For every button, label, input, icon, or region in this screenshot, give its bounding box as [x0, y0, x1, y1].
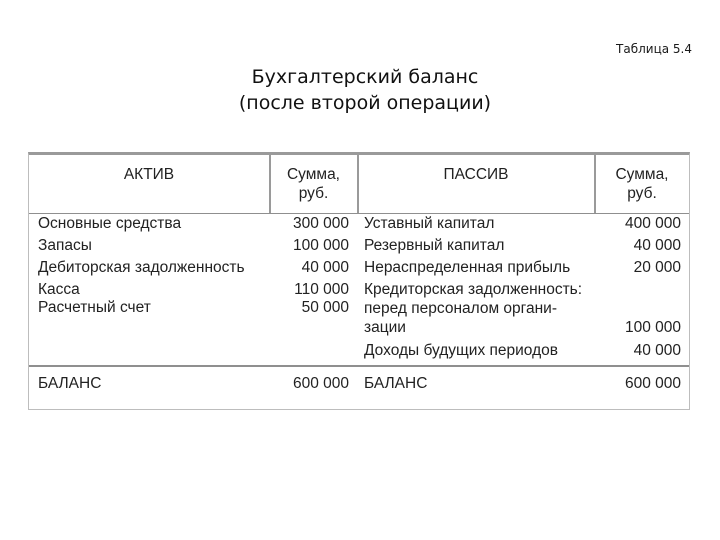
- asset-name: Дебиторская задолженность: [38, 259, 245, 276]
- header-liability: ПАССИВ: [443, 166, 509, 183]
- header-sum-line-1: Сумма,: [615, 166, 669, 183]
- header-sum-line-2: руб.: [298, 185, 329, 202]
- asset-total-amount: 600 000: [292, 375, 349, 392]
- header-divider: [357, 155, 359, 213]
- liability-amount: 40 000: [633, 342, 681, 359]
- title-line-1: Бухгалтерский баланс: [251, 66, 479, 88]
- liability-name-line: перед персоналом органи-: [364, 300, 557, 317]
- header-sum-line-1: Сумма,: [286, 166, 340, 183]
- liability-name: Резервный капитал: [364, 237, 505, 254]
- liability-name: Нераспределенная прибыль: [364, 259, 571, 276]
- liability-name-line: зации: [364, 319, 406, 336]
- asset-name: Касса: [38, 281, 80, 298]
- asset-amount: 300 000: [292, 215, 349, 232]
- asset-amount: 100 000: [292, 237, 349, 254]
- liability-name: Доходы будущих периодов: [364, 342, 558, 359]
- table-number-label: Таблица 5.4: [616, 42, 692, 56]
- asset-amount: 40 000: [301, 259, 349, 276]
- asset-name: Основные средства: [38, 215, 182, 232]
- asset-name: Расчетный счет: [38, 299, 151, 316]
- total-divider: [29, 365, 689, 367]
- header-asset-sum: [270, 165, 357, 203]
- liability-total-label: БАЛАНС: [364, 375, 428, 392]
- liability-amount: 20 000: [633, 259, 681, 276]
- liability-amount: 100 000: [624, 319, 681, 336]
- liability-amount: 400 000: [624, 215, 681, 232]
- liability-total-amount: 600 000: [624, 375, 681, 392]
- liability-name: Уставный капитал: [364, 215, 495, 232]
- header-asset: АКТИВ: [123, 166, 175, 183]
- header-sum-line-2: руб.: [627, 185, 657, 202]
- header-liability-sum: [595, 165, 689, 203]
- table-header: [29, 155, 689, 214]
- liability-name-line: Кредиторская задолженность:: [364, 281, 583, 298]
- document-title: [0, 64, 720, 116]
- asset-amount: 110 000: [294, 281, 349, 298]
- balance-table: [28, 152, 690, 410]
- title-line-2: (после второй операции): [238, 92, 492, 114]
- asset-name: Запасы: [38, 237, 92, 254]
- asset-total-label: БАЛАНС: [38, 375, 102, 392]
- asset-amount: 50 000: [301, 299, 349, 316]
- liability-amount: 40 000: [633, 237, 681, 254]
